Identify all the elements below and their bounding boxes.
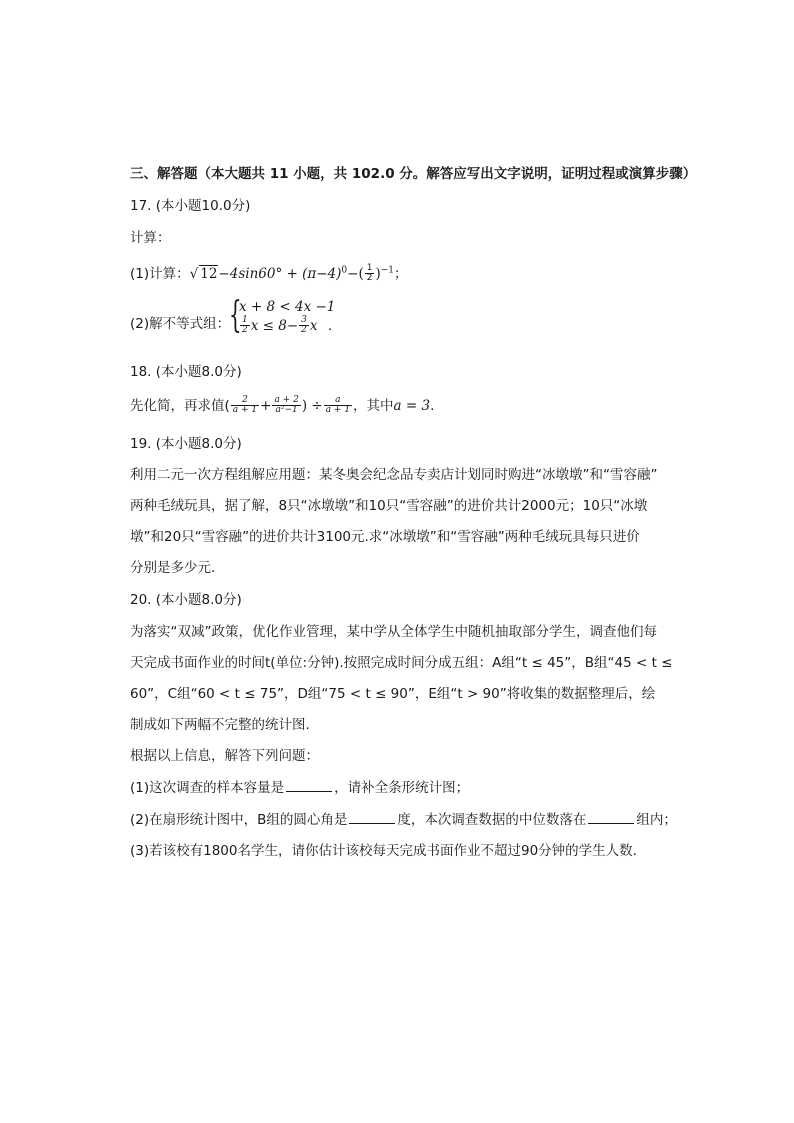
frac-denominator: 2 [301, 325, 307, 336]
q17-p2-frac1 [240, 316, 250, 336]
q18-end: . [430, 397, 435, 414]
q18-suffix: ，其中 [353, 397, 394, 414]
answer-blank[interactable] [588, 811, 634, 824]
frac-numerator: a + 2 [274, 395, 299, 405]
frac-numerator: 1 [366, 263, 373, 273]
frac-denominator: 2 [242, 325, 248, 336]
q20-line4: 制成如下两幅不完整的统计图. [130, 717, 310, 733]
frac-denominator: a + 1 [232, 405, 258, 416]
q17-p1-mid: −4sin60° + (π−4) [218, 265, 342, 282]
q18-prefix: 先化简，再求值( [130, 397, 230, 414]
q17-p1-prefix: (1)计算： [130, 265, 190, 282]
q17-p2-frac2 [299, 316, 309, 336]
q20-line1: 为落实“双减”政策，优化作业管理，某中学从全体学生中随机抽取部分学生，调查他们每 [130, 624, 657, 640]
q20-line5: 根据以上信息，解答下列问题： [130, 748, 319, 764]
q20-part2 [130, 811, 677, 829]
q18-cond: a = 3 [393, 397, 431, 414]
sqrt-sign: √ [189, 265, 199, 282]
q17-part1 [130, 264, 408, 284]
answer-blank[interactable] [286, 779, 332, 792]
q20-p1-a: (1)这次调查的样本容量是 [130, 780, 285, 796]
q20-p2-a: (2)在扇形统计图中，B组的圆心角是 [130, 812, 348, 828]
q20-part3: (3)若该校有1800名学生，请你估计该校每天完成书面作业不超过90分钟的学生人数. [130, 843, 637, 859]
q18-label: 18. (本小题8.0分) [130, 364, 242, 380]
q17-p1-exp: −1 [380, 265, 395, 276]
q17-p2-line1: x + 8 < 4x −1 [239, 299, 336, 315]
q19-line: 墩”和20只“雪容融”的进价共计3100元.求“冰墩墩”和“雪容融”两种毛绒玩具每只进价 [130, 529, 640, 545]
q20-p1-b: ，请补全条形统计图； [334, 780, 470, 796]
frac-numerator: 2 [231, 396, 259, 406]
q20-line2: 天完成书面作业的时间t(单位:分钟).按照完成时间分成五组：A组“t ≤ 45”，B组“45 < t ≤ [130, 655, 673, 671]
q18-frac2 [272, 396, 300, 416]
q18-plus: + [260, 397, 272, 414]
q17-p2-l2-end: x [309, 317, 318, 334]
answer-blank[interactable] [349, 811, 395, 824]
q17-p2-prefix: (2)解不等式组： [130, 316, 231, 332]
q20-label: 20. (本小题8.0分) [130, 592, 242, 608]
q19-line: 分别是多少元. [130, 560, 216, 576]
q20-line3: 60”，C组“60 < t ≤ 75”，D组“75 < t ≤ 90”，E组“t > 90”将收集的数据整理后，绘 [130, 686, 656, 702]
q17-p1-minus: −( [347, 265, 364, 282]
left-brace-icon: { [229, 295, 242, 336]
q19-label: 19. (本小题8.0分) [130, 436, 242, 452]
q17-p1-close: ) [375, 265, 381, 282]
q20-p2-b: 度，本次调查数据的中位数落在 [397, 812, 587, 828]
frac-denominator: 2 [366, 273, 373, 284]
q17-p2-line2 [239, 316, 318, 336]
q17-p1-end: ； [394, 265, 408, 282]
section-heading: 三、解答题（本大题共 11 小题，共 102.0 分。解答应写出文字说明，证明过程或演算步骤） [130, 166, 697, 182]
frac-numerator: 3 [301, 315, 307, 325]
q18-frac1 [231, 396, 259, 416]
q20-p2-c: 组内； [636, 812, 677, 828]
q17-p1-fraction [365, 264, 375, 284]
q17-intro: 计算： [130, 230, 171, 246]
q17-p1-radicand: 12 [200, 265, 218, 282]
q17-label: 17. (本小题10.0分) [130, 198, 251, 214]
q20-part1 [130, 779, 469, 797]
frac-denominator: a + 1 [325, 405, 351, 416]
frac-denominator: a²−1 [275, 405, 298, 416]
q17-p1-exp0: 0 [341, 265, 348, 276]
q17-p2-l2-mid: x ≤ 8− [250, 317, 299, 334]
q19-line: 两种毛绒玩具，据了解，8只“冰墩墩”和10只“雪容融”的进价共计2000元；10只“冰墩 [130, 498, 648, 514]
q18-body [130, 396, 434, 416]
frac-numerator: 1 [242, 315, 248, 325]
q17-p2-dot: . [328, 318, 333, 334]
q18-frac3 [324, 396, 352, 416]
q19-line: 利用二元一次方程组解应用题：某冬奥会纪念品专卖店计划同时购进“冰墩墩”和“雪容融” [130, 467, 658, 483]
q18-div: ) ÷ [301, 397, 323, 414]
frac-numerator: a [324, 396, 352, 406]
